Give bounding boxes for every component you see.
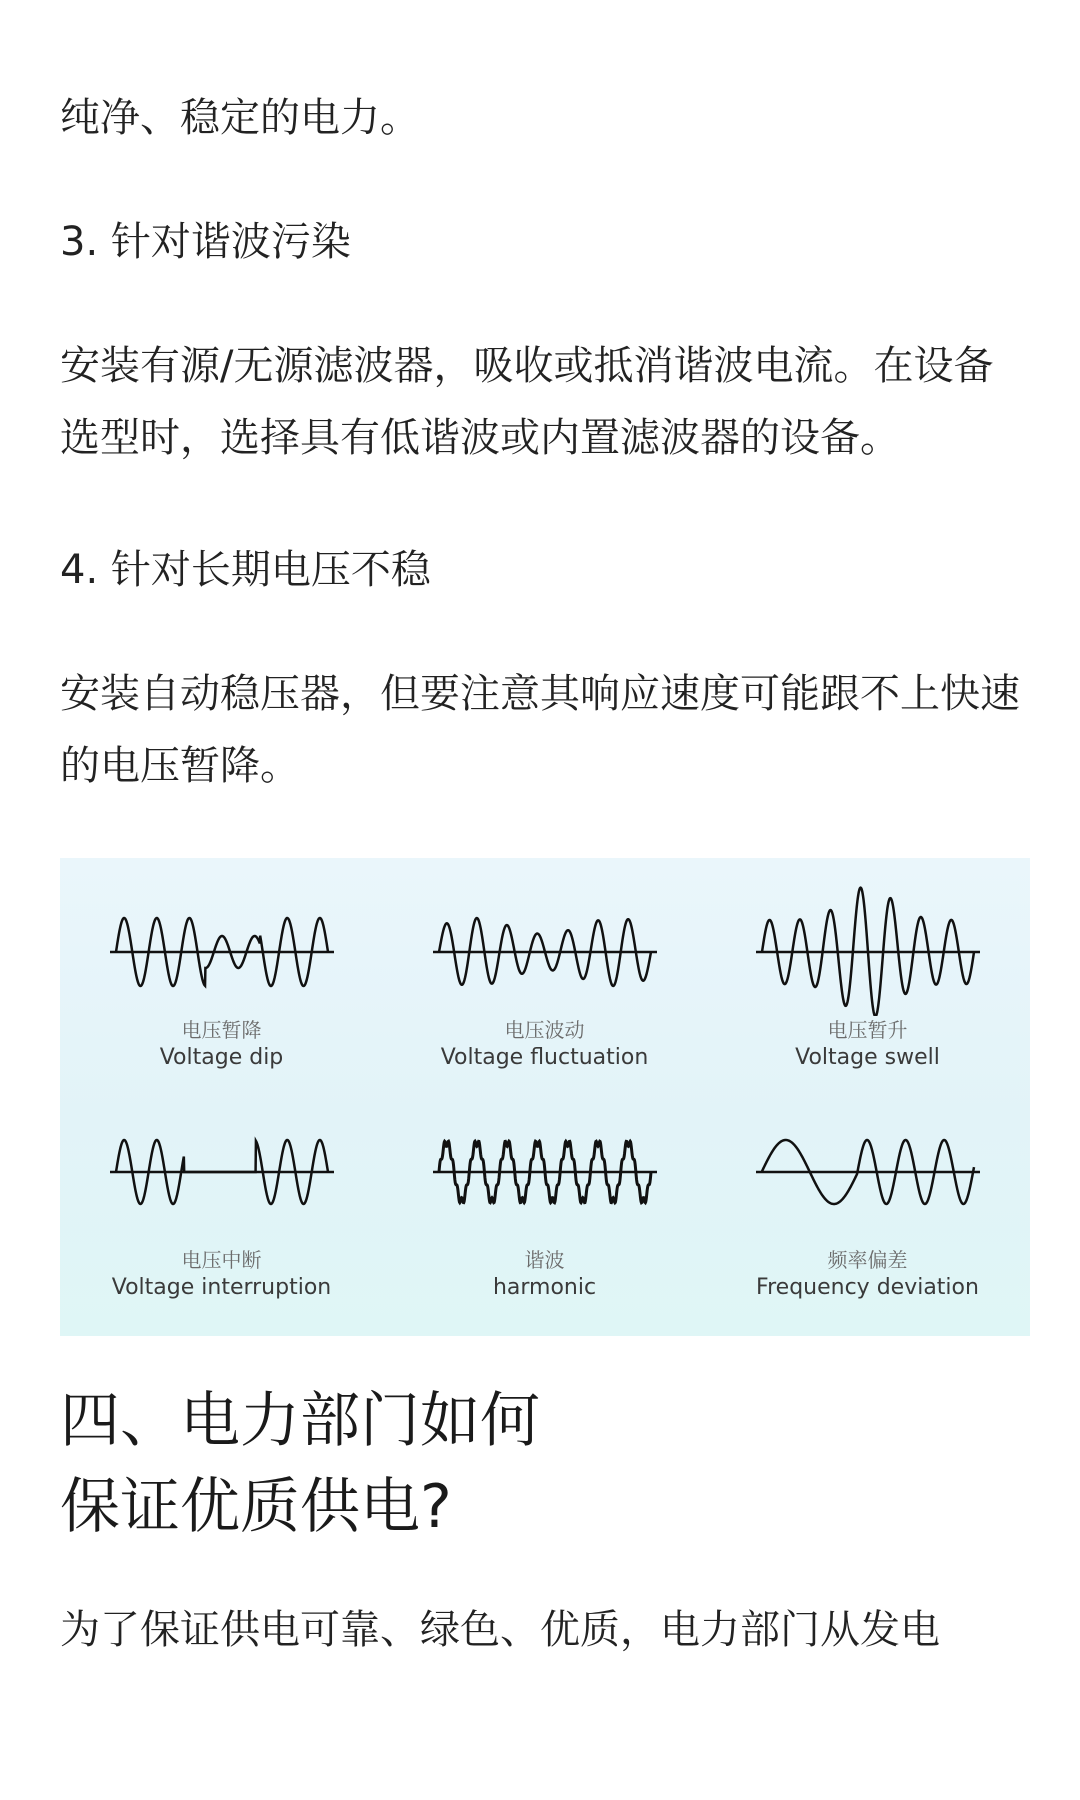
- item4-body: 安装自动稳压器，但要注意其响应速度可能跟不上快速的电压暂降。: [60, 671, 1020, 789]
- voltage-dip-wave: [102, 866, 342, 1016]
- item4-title: 4. 针对长期电压不稳: [60, 547, 431, 593]
- section4-heading-line1: 四、电力部门如何: [60, 1386, 540, 1456]
- frequency-deviation-wave: [748, 1116, 988, 1246]
- caption-en-voltage-swell: Voltage swell: [795, 1045, 940, 1070]
- caption-cn-voltage-dip: 电压暂降: [181, 1018, 262, 1042]
- waveform-voltage-swell: [706, 866, 1029, 1072]
- waveform-voltage-dip: [60, 866, 383, 1072]
- harmonic-wave: [425, 1116, 665, 1246]
- caption-cn-harmonic: 谐波: [524, 1248, 565, 1272]
- voltage-fluctuation-wave: [425, 866, 665, 1016]
- caption-en-harmonic: harmonic: [492, 1275, 597, 1300]
- section4-heading-line2: 保证优质供电?: [60, 1472, 452, 1542]
- waveform-frequency-deviation: [706, 1116, 1029, 1302]
- section4-heading: [60, 1378, 1020, 1550]
- item3-title: 3. 针对谐波污染: [60, 219, 351, 265]
- waveform-voltage-fluctuation: [383, 866, 706, 1072]
- power-quality-waveform-figure: [60, 858, 1030, 1336]
- caption-cn-voltage-swell: 电压暂升: [827, 1018, 908, 1042]
- item3-body: 安装有源/无源滤波器，吸收或抵消谐波电流。在设备选型时，选择具有低谐波或内置滤波器的设备。: [60, 343, 994, 461]
- section4-body: 为了保证供电可靠、绿色、优质，电力部门从发电: [60, 1607, 940, 1653]
- caption-cn-frequency-deviation: 频率偏差: [827, 1248, 908, 1272]
- caption-cn-voltage-fluctuation: 电压波动: [504, 1018, 585, 1042]
- caption-cn-voltage-interruption: 电压中断: [181, 1248, 262, 1272]
- waveform-voltage-interruption: [60, 1116, 383, 1302]
- waveform-harmonic: [383, 1116, 706, 1302]
- paragraph-intro-tail: 纯净、稳定的电力。: [60, 95, 420, 141]
- caption-en-voltage-dip: Voltage dip: [159, 1045, 284, 1070]
- caption-en-voltage-interruption: Voltage interruption: [111, 1275, 332, 1300]
- voltage-swell-wave: [748, 866, 988, 1016]
- caption-en-frequency-deviation: Frequency deviation: [756, 1275, 979, 1300]
- caption-en-voltage-fluctuation: Voltage fluctuation: [440, 1045, 649, 1070]
- voltage-interruption-wave: [102, 1116, 342, 1246]
